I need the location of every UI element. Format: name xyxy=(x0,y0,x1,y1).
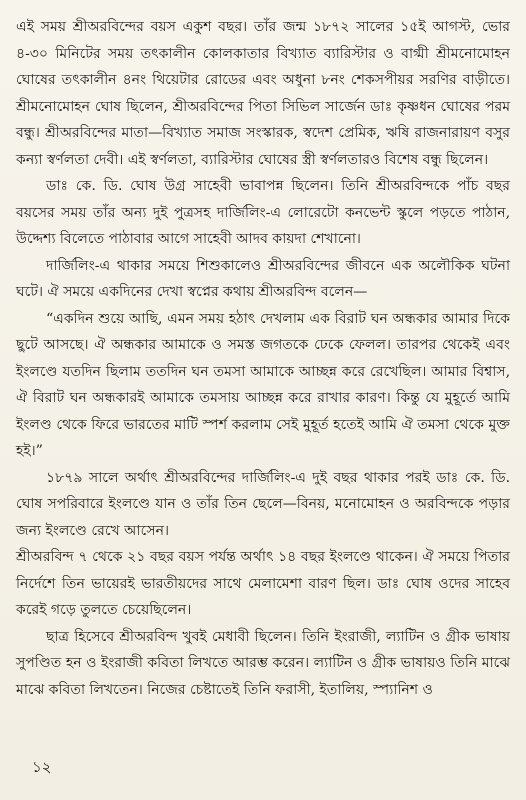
paragraph-birth: এই সময় শ্রীঅরবিন্দের বয়স একুশ বছর। তাঁর জন্ম ১৮৭২ সালের ১৫ই আগস্ট, ভোর ৪-৩০ মিনিটের সময় তৎকালীন কোলকাতার বিখ্যাত ব্যারিস্টার ও বাগ্মী শ্রীমনোমোহন ঘোষের তৎকালীন ৪নং থিয়েটার রোডের এবং অধুনা ৮নং শেকসপীয়র সরণির বাড়ীতে। শ্রীমনোমোহন ঘোষ ছিলেন, শ্রীঅরবিন্দের পিতা সিভিল সার্জেন ডাঃ কৃষ্ণধন ঘোষের পরম বন্ধু। শ্রীঅরবিন্দের মাতা—বিখ্যাত সমাজ সংস্কারক, স্বদেশ প্রেমিক, ঋষি রাজনারায়ণ বসুর কন্যা স্বর্ণলতা দেবী। এই স্বর্ণলতা, ব্যারিস্টার ঘোষের স্ত্রী স্বর্ণলতারও বিশেষ বন্ধু ছিলেন। xyxy=(16,19,510,168)
paragraph-england-years: শ্রীঅরবিন্দ ৭ থেকে ২১ বছর বয়স পর্যন্ত অর্থাৎ ১৪ বছর ইংলণ্ডে থাকেন। ঐ সময়ে পিতার নির্দেশে তিন ভায়েরই ভারতীয়দের সাথে মেলামেশা বারণ ছিল। ডাঃ ঘোষ ওদের সাহেব করেই গড়ে তুলতে চেয়েছিলেন। xyxy=(16,549,510,618)
paragraph-darjeeling-school: ডাঃ কে. ডি. ঘোষ উগ্র সাহেবী ভাবাপন্ন ছিলেন। তিনি শ্রীঅরবিন্দকে পাঁচ বছর বয়সের সময় তাঁর অন্য দুই পুত্রসহ দার্জিলিং-এ লোরেটো কনভেন্ট স্কুলে পড়তে পাঠান, উদ্দেশ্য বিলেতে পাঠাবার আগে সাহেবী আদব কায়দা শেখানো। xyxy=(16,178,510,247)
paragraph-england-travel: ১৮৭৯ সালে অর্থাৎ শ্রীঅরবিন্দের দার্জিলিং-এ দুই বছর থাকার পরই ডাঃ কে. ডি. ঘোষ সপরিবারে ইংলণ্ডে যান ও তাঁর তিন ছেলে—বিনয়, মনোমোহন ও অরবিন্দকে পড়ার জন্য ইংলণ্ডে রেখে আসেন। xyxy=(16,469,510,539)
paragraph-quote: “একদিন শুয়ে আছি, এমন সময় হঠাৎ দেখলাম এক বিরাট ঘন অন্ধকার আমার দিকে ছুটে আসছে। ঐ অন্ধকার আমাকে ও সমস্ত জগতকে ঢেকে ফেলল। তারপর থেকেই এবং ইংলণ্ডে যতদিন ছিলাম ততদিন ঘন তমসা আমাকে আচ্ছন্ন করে রেখেছিল। আমার বিশ্বাস, ঐ বিরাট ঘন অন্ধকারই আমাকে তমসায় আচ্ছন্ন করে রাখার কারণ। কিন্তু যে মুহূর্তে আমি ইংলণ্ড থেকে ফিরে ভারতের মাটি স্পর্শ করলাম সেই মুহূর্ত হতেই আমি ঐ তমসা থেকে মুক্ত হই।” xyxy=(16,310,510,459)
paragraph-miraculous-event: দার্জিলিং-এ থাকার সময়ে শিশুকালেও শ্রীঅরবিন্দের জীবনে এক অলৌকিক ঘটনা ঘটে। ঐ সময়ে একদিনের দেখা স্বপ্নের কথায় শ্রীঅরবিন্দ বলেন— xyxy=(16,257,510,300)
paragraph-student: ছাত্র হিসেবে শ্রীঅরবিন্দ খুবই মেধাবী ছিলেন। তিনি ইংরাজী, ল্যাটিন ও গ্রীক ভাষায় সুপণ্ডিত হন ও ইংরাজী কবিতা লিখতে আরম্ভ করেন। ল্যাটিন ও গ্রীক ভাষায়ও তিনি মাঝে মাঝে কবিতা লিখতেন। নিজের চেষ্টাতেই তিনি ফরাসী, ইতালিয়, স্প্যানিশ ও xyxy=(16,628,510,698)
body-text xyxy=(16,14,510,703)
page-number: ১২ xyxy=(32,758,52,776)
